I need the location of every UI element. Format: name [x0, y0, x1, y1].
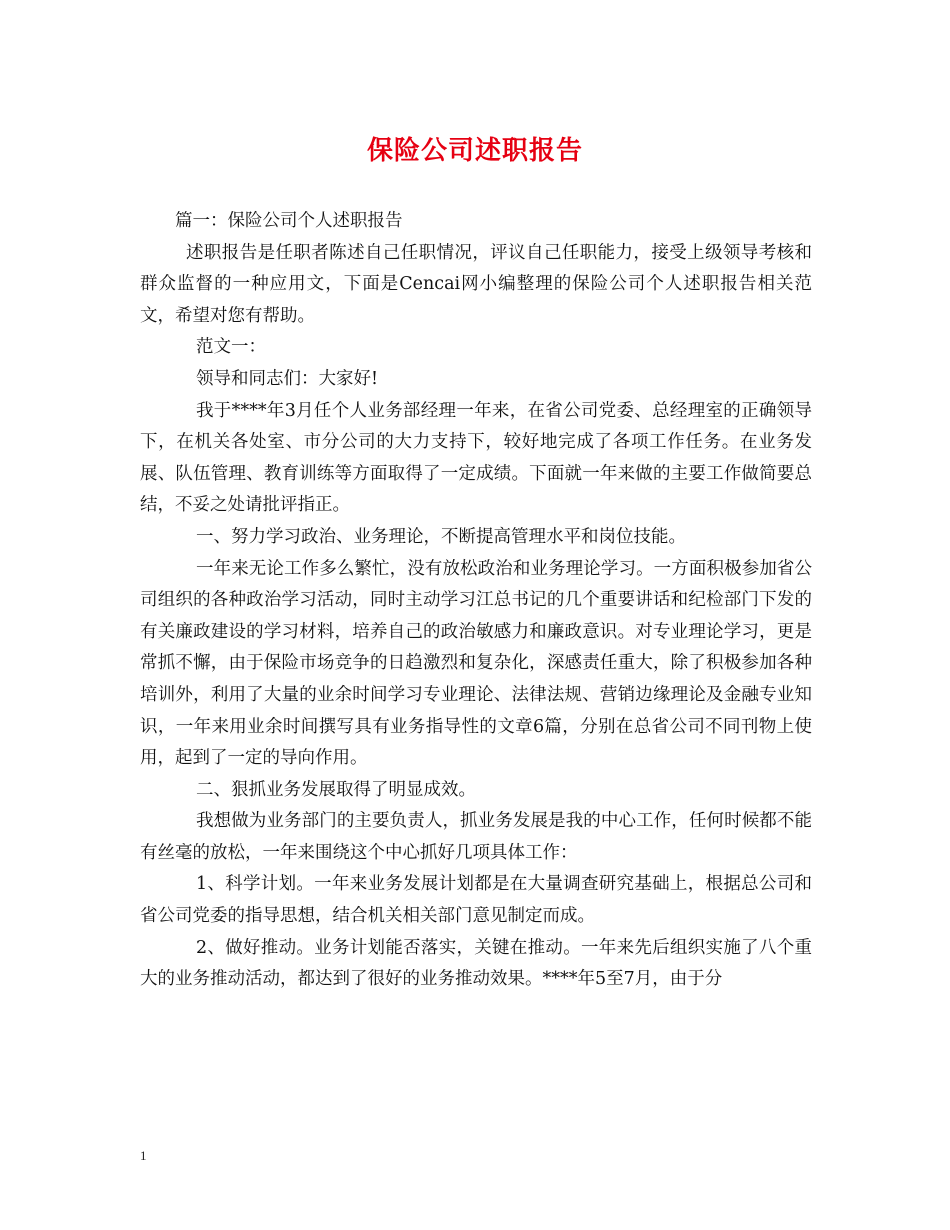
list-item-paragraph: 2、做好推动。业务计划能否落实，关键在推动。一年来先后组织实施了八个重大的业务推动活动，都达到了很好的业务推动效果。****年5至7月，由于分 — [140, 937, 812, 990]
list-item-paragraph: 1、科学计划。一年来业务发展计划都是在大量调查研究基础上，根据总公司和省公司党委的指导思想，结合机关相关部门意见制定而成。 — [140, 874, 812, 927]
document-title: 保险公司述职报告 — [366, 136, 583, 166]
subheading-paragraph: 一、努力学习政治、业务理论，不断提高管理水平和岗位技能。 — [196, 526, 686, 547]
greeting-paragraph: 领导和同志们：大家好! — [196, 368, 379, 389]
document-body — [140, 206, 812, 996]
intro-paragraph: 述职报告是任职者陈述自己任职情况，评议自己任职能力，接受上级领导考核和群众监督的一种应用文，下面是Cencai网小编整理的保险公司个人述职报告相关范文，希望对您有帮助。 — [140, 242, 812, 326]
body-paragraph: 我想做为业务部门的主要负责人，抓业务发展是我的中心工作，任何时候都不能有丝毫的放松，一年来围绕这个中心抓好几项具体工作： — [140, 811, 812, 863]
sample-label: 范文一： — [196, 337, 266, 358]
section-heading: 篇一：保险公司个人述职报告 — [175, 211, 403, 231]
body-paragraph: 一年来无论工作多么繁忙，没有放松政治和业务理论学习。一方面积极参加省公司组织的各种政治学习活动，同时主动学习江总书记的几个重要讲话和纪检部门下发的有关廉政建设的学习材料，培养自己的政治敏感力和廉政意识。对专业理论学习，更是常抓不懈，由于保险市场竞争的日趋激烈和复杂化，深感责任重大，除了积极参加各种培训外，利用了大量的业余时间学习专业理论、法律法规、营销边缘理论及金融专业知识，一年来用业余时间撰写具有业务指导性的文章6篇，分别在总省公司不同刊物上使用，起到了一定的导向作用。 — [140, 558, 812, 769]
subheading-paragraph: 二、狠抓业务发展取得了明显成效。 — [196, 779, 476, 800]
body-paragraph: 我于****年3月任个人业务部经理一年来，在省公司党委、总经理室的正确领导下，在机关各处室、市分公司的大力支持下，较好地完成了各项工作任务。在业务发展、队伍管理、教育训练等方面取得了一定成绩。下面就一年来做的主要工作做简要总结，不妥之处请批评指正。 — [140, 400, 812, 516]
page-number: 1 — [140, 1148, 147, 1163]
